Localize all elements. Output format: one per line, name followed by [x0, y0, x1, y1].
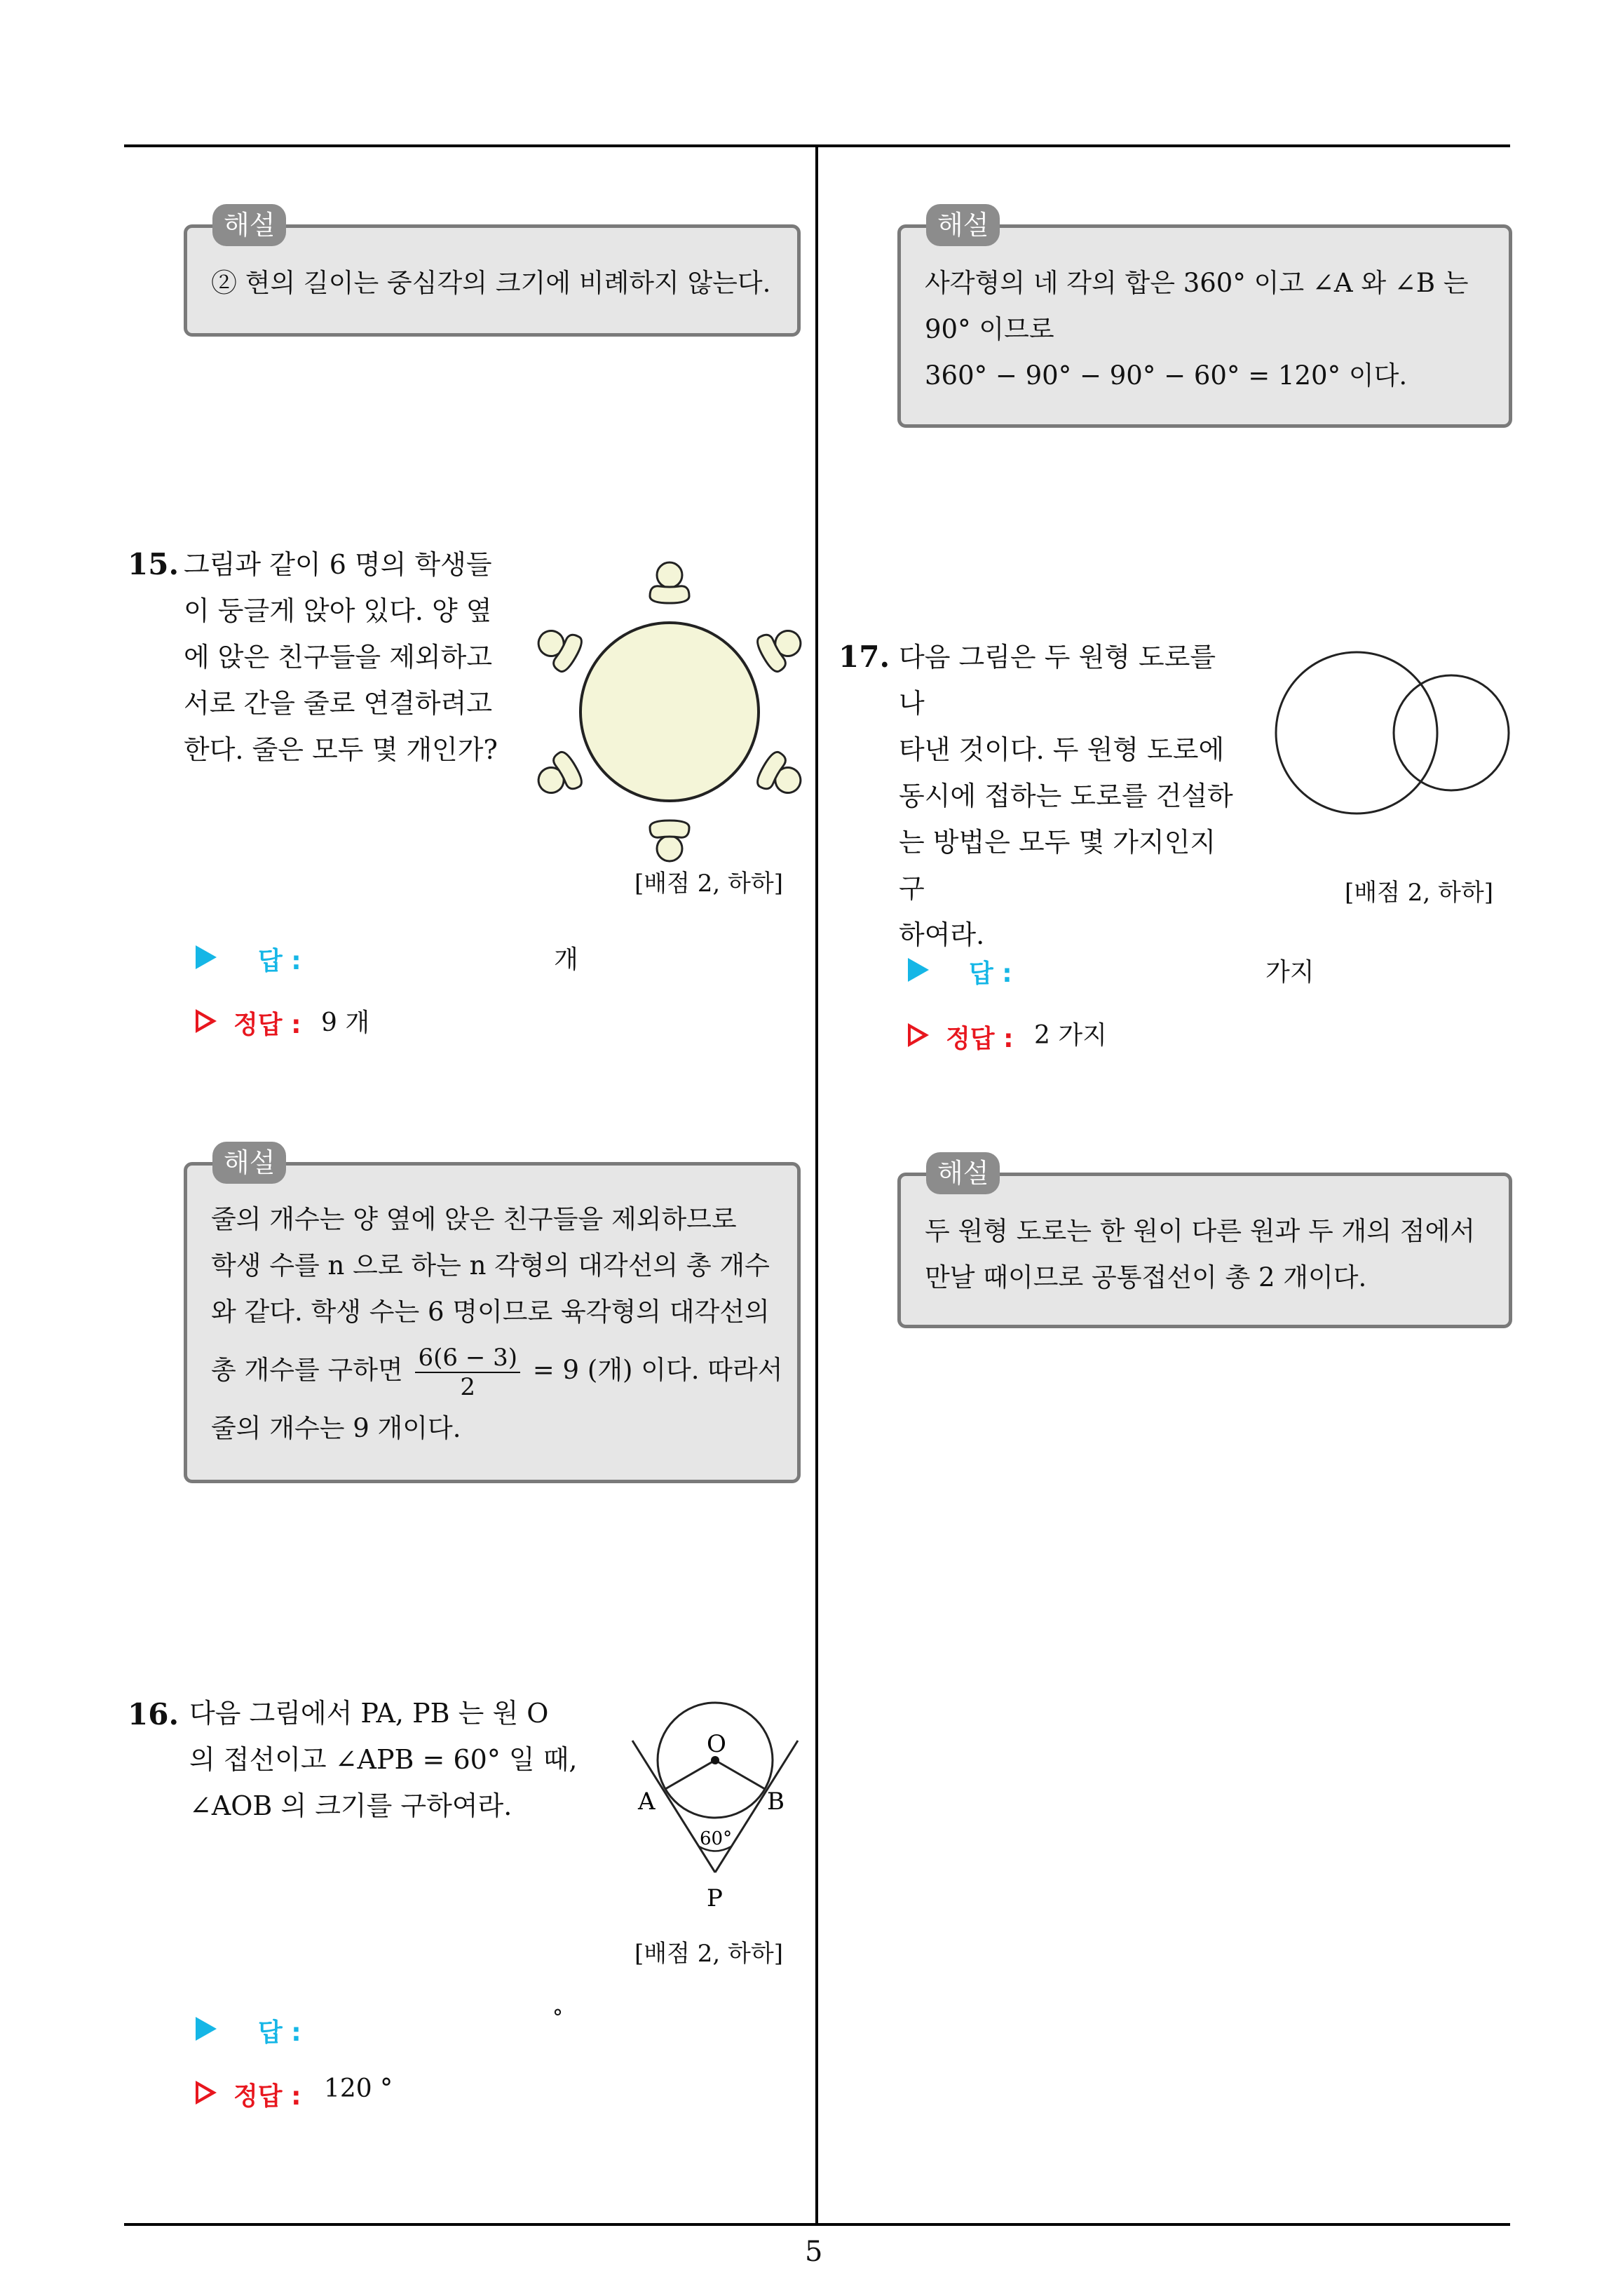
answer-arrow-icon: [196, 945, 217, 969]
label-angle: 60°: [700, 1828, 733, 1849]
column-divider: [815, 144, 818, 2224]
label-A: A: [638, 1788, 656, 1816]
tangent-figure: [617, 1697, 806, 1929]
explanation-box-q16: [897, 210, 1512, 428]
explanation-text: 사각형의 네 각의 합은 360° 이고 ∠A 와 ∠B 는 90° 이므로 360° − 90° − 90° − 60° = 120° 이다.: [925, 268, 1469, 391]
explanation-fraction-line: 총 개수를 구하면 $\frac{6(6 - 3)}{2}$ = 9 (개) 이다. 따라서: [211, 1343, 783, 1401]
correct-arrow-icon: [908, 1023, 929, 1047]
explanation-tag: 해설: [212, 1142, 286, 1184]
explanation-box-q15: [184, 1147, 801, 1483]
score-label: [배점 2, 하하]: [634, 1940, 783, 1968]
explanation-text: ② 현의 길이는 중심각의 크기에 비례하지 않는다.: [211, 268, 771, 298]
label-B: B: [767, 1788, 785, 1816]
explanation-box-q14: [184, 210, 801, 337]
answer-label: 답 :: [969, 959, 1012, 988]
correct-arrow-icon: [196, 2081, 217, 2105]
score-label: [배점 2, 하하]: [634, 870, 783, 898]
bottom-rule: [124, 2223, 1510, 2226]
score-label: [배점 2, 하하]: [1345, 879, 1493, 907]
label-O: O: [707, 1730, 726, 1758]
answer-arrow-icon: [908, 958, 929, 982]
explanation-tag: 해설: [926, 1152, 1000, 1194]
question-text: 다음 그림에서 PA, PB 는 원 O 의 접선이고 ∠APB = 60° 일 때, ∠AOB 의 크기를 구하여라.: [189, 1698, 578, 1821]
answer-arrow-icon: [196, 2017, 217, 2041]
table-circle: [580, 623, 759, 801]
explanation-tag: 해설: [926, 204, 1000, 246]
answer-label: 답 :: [258, 947, 301, 975]
answer-unit: 가지: [1265, 958, 1315, 987]
correct-answer: 9 개: [321, 1008, 370, 1037]
question-number: 16.: [128, 1697, 179, 1731]
correct-answer: 120 °: [324, 2074, 393, 2103]
question-text: 그림과 같이 6 명의 학생들 이 둥글게 앉아 있다. 양 옆 에 앉은 친구들을 제외하고 서로 간을 줄로 연결하려고 한다. 줄은 모두 몇 개인가?: [184, 549, 498, 765]
correct-label: 정답 :: [233, 1011, 301, 1039]
two-circles-figure: [1265, 645, 1525, 821]
round-table-figure: [533, 554, 806, 870]
page-number: 5: [805, 2236, 823, 2268]
label-P: P: [707, 1884, 723, 1912]
question-text: 다음 그림은 두 원형 도로를 나 타낸 것이다. 두 원형 도로에 동시에 접하는 도로를 건설하 는 방법은 모두 몇 가지인지 구 하여라.: [899, 642, 1233, 950]
correct-answer: 2 가지: [1034, 1021, 1107, 1050]
explanation-text: 줄의 개수는 양 옆에 앉은 친구들을 제외하므로 학생 수를 n 으로 하는 n 각형의 대각선의 총 개수 와 같다. 학생 수는 6 명이므로 육각형의 대각선의 총 개수를 구하면 $\frac{6(6 - 3)}{2}$ = 9 (개) 이다. 따라서 줄의 개수는 9 개이다.: [211, 1204, 783, 1443]
correct-label: 정답 :: [946, 1025, 1014, 1053]
question-number: 15.: [128, 547, 179, 581]
question-number: 17.: [838, 640, 890, 674]
correct-arrow-icon: [196, 1009, 217, 1033]
answer-unit: 개: [554, 945, 578, 974]
correct-label: 정답 :: [233, 2082, 301, 2111]
explanation-box-q17: [897, 1158, 1512, 1328]
explanation-text: 두 원형 도로는 한 원이 다른 원과 두 개의 점에서 만날 때이므로 공통접선이 총 2 개이다.: [925, 1216, 1475, 1292]
fraction: $\frac{6(6 - 3)}{2}$: [415, 1344, 520, 1401]
answer-unit: °: [552, 2006, 563, 2030]
explanation-tag: 해설: [212, 204, 286, 246]
answer-label: 답 :: [258, 2018, 301, 2047]
